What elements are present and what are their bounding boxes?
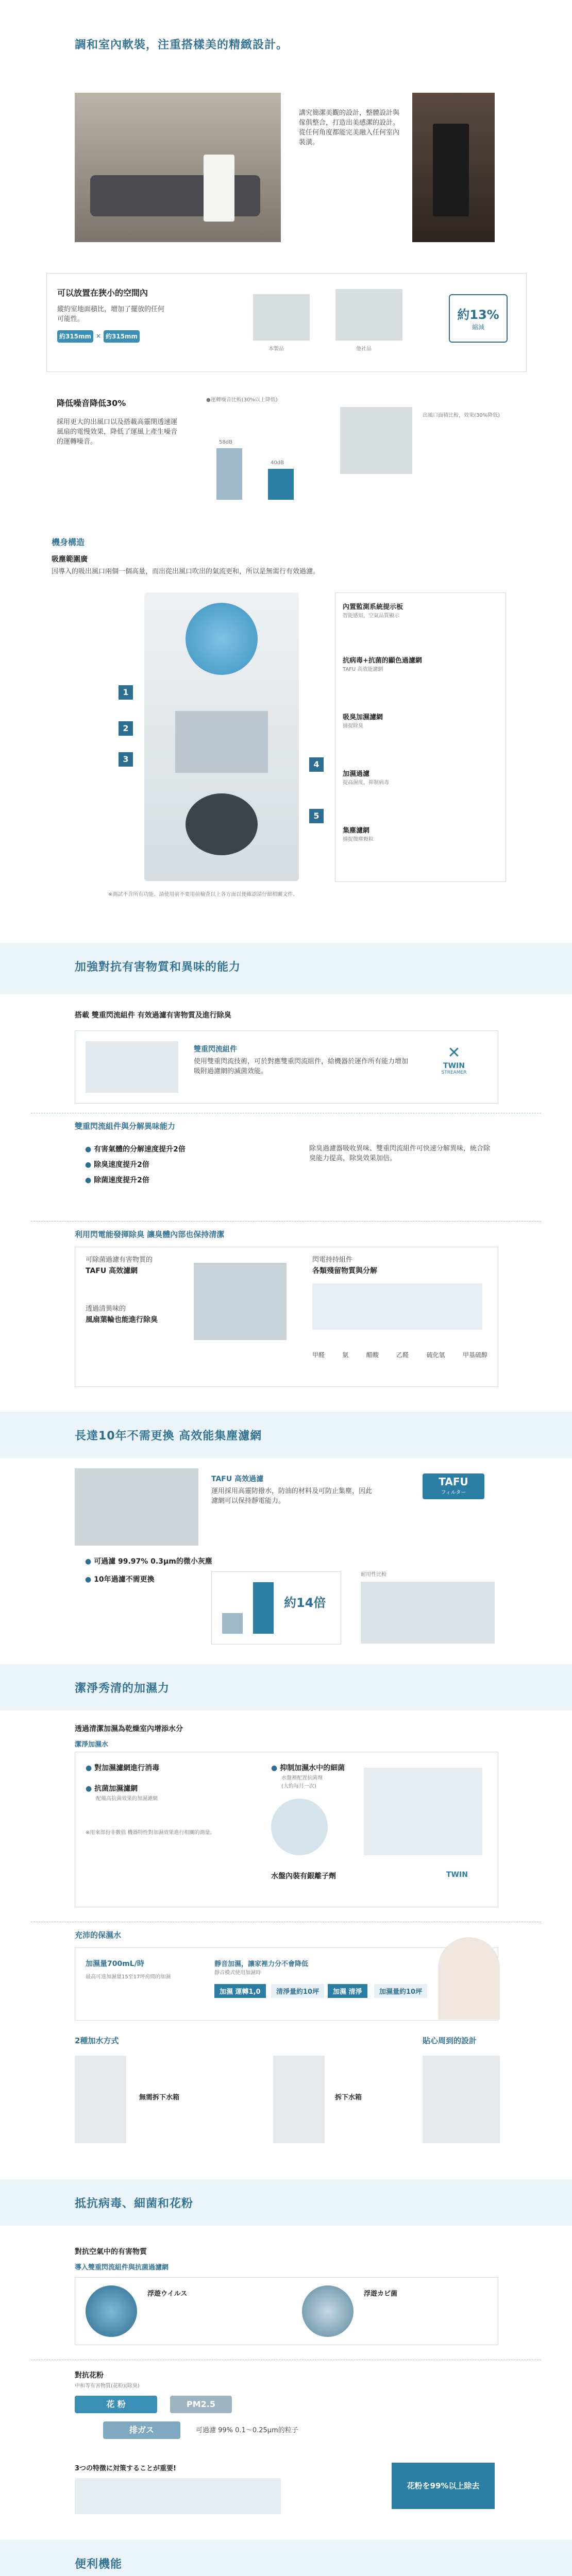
ability-sub: 搭載 雙重閃流組件 有效過濾有害物質及進行除臭 bbox=[75, 1011, 231, 1020]
structure-footnote: ※測試不含所有功能。請使用前不要用前檢查以上各方面以便確認請仔細相關文件。 bbox=[108, 892, 298, 897]
feature-text: 使用雙重閃流技術，可於對應雙重閃流組件，給機器於運作所有能力增加吸附過濾網的滅菌效能。 bbox=[194, 1058, 409, 1075]
tank-cell-3: 加濕 清淨 bbox=[328, 1984, 367, 1998]
filter-box bbox=[75, 1247, 498, 1387]
tank-mid-title: 靜音加濕，讓家裡力分不會降低 bbox=[214, 1960, 309, 1968]
virus-sub: 對抗空氣中的有害物質 bbox=[75, 2248, 147, 2256]
footprint-diagram-b bbox=[335, 289, 402, 341]
exploded-diagram bbox=[144, 592, 299, 881]
humid-bullet-3: ● 抑制加濕水中的細菌 bbox=[271, 1762, 345, 1773]
tafu-badge: TAFU フィルター bbox=[423, 1473, 484, 1499]
filter-c-title: 閃電持持組件 bbox=[312, 1256, 353, 1264]
humid-sub: 透過清潔加濕為乾燥室內增添水分 bbox=[75, 1725, 183, 1733]
ability-bullets-title: 雙重閃流組件與分解異味能力 bbox=[75, 1122, 176, 1131]
tank-left: 加濕量700mL/時 bbox=[86, 1960, 144, 1968]
filter-diagram bbox=[194, 1263, 287, 1340]
humid-bullet-2-sub: 配備高抗菌效果的加濕濾網 bbox=[96, 1796, 158, 1802]
mold-icon bbox=[302, 2285, 354, 2337]
filter-b-name: 風扇葉輪也能進行除臭 bbox=[86, 1316, 158, 1324]
humid-heading: 潔淨秀清的加濕力 bbox=[75, 1682, 170, 1695]
longlife-chart-note: 耐用性比較 bbox=[361, 1572, 386, 1578]
structure-section bbox=[0, 531, 572, 933]
longlife-bullet-2: ● 10年過濾不需更換 bbox=[85, 1574, 155, 1584]
humid-bullet-3-sub2: (大約每月一次) bbox=[281, 1784, 316, 1789]
mode-b-photo bbox=[273, 2056, 325, 2143]
hero-title: 調和室內軟裝，注重搭樣美的精緻設計。 bbox=[75, 39, 289, 52]
longlife-bullet-1: ● 可過濾 99.97% 0.3μm的微小灰塵 bbox=[85, 1556, 212, 1566]
longlife-photo bbox=[361, 1582, 495, 1643]
chart-multiplier: 約14倍 bbox=[284, 1596, 326, 1610]
tank-cell-1: 加濕 運轉1,0 bbox=[214, 1984, 266, 1998]
noise-diagram bbox=[340, 407, 412, 474]
humid-small-title: 潔淨加濕水 bbox=[75, 1741, 109, 1749]
callout-text-5: 捕捉微塵顆粒 bbox=[343, 837, 374, 842]
hero-photo-left bbox=[75, 93, 281, 242]
pollen-title: 對抗花粉 bbox=[75, 2371, 104, 2380]
filter-a-name: TAFU 高效濾網 bbox=[86, 1267, 138, 1275]
convenience-heading: 便利機能 bbox=[75, 2558, 123, 2571]
virus-sub2: 導入雙重閃流組件與抗菌過濾網 bbox=[75, 2264, 169, 2272]
humid-rot: 水盤內裝有銀離子劑 bbox=[271, 1872, 336, 1880]
pollen-chip: 花 粉 bbox=[75, 2396, 157, 2413]
noise-text: 採用更大的出風口以及搭載高靈閉透速運風扇的電慢效果，降低了運風上產生噪音的運轉噪音。 bbox=[57, 418, 178, 446]
label-a: 本製品 bbox=[268, 346, 284, 352]
virus-heading: 抵抗病毒、細菌和花粉 bbox=[75, 2197, 194, 2210]
virus-box bbox=[75, 2277, 498, 2345]
ability-bullet-1: ● 有害氣體的分解速度提升2倍 bbox=[85, 1144, 186, 1154]
noise-bar-after bbox=[268, 469, 294, 500]
pollen-sub: 中和等有害物質(花粉)(除臭) bbox=[75, 2383, 140, 2389]
humid-twin-logo: TWIN bbox=[446, 1871, 468, 1879]
odor-icon-5: 硫化氫 bbox=[426, 1351, 445, 1359]
filter-c-name: 各類殘留物質與分解 bbox=[312, 1267, 377, 1275]
odor-icon-4: 乙醛 bbox=[396, 1351, 409, 1359]
mold-label: 浮遊カビ菌 bbox=[364, 2290, 398, 2298]
chart-bar-after bbox=[253, 1582, 274, 1634]
tank-mid-sub: 靜音模式使用加濕時 bbox=[214, 1970, 261, 1976]
humid-disc bbox=[271, 1799, 328, 1855]
dim-badge-1: 約315mm bbox=[57, 330, 93, 343]
reduction-badge bbox=[449, 294, 508, 343]
reduction-value: 約13% bbox=[457, 308, 499, 322]
callout-title-3: 吸臭加濕濾網 bbox=[343, 714, 383, 721]
odor-icon-6: 甲基硫醇 bbox=[462, 1351, 487, 1359]
purifier-shape bbox=[204, 155, 234, 222]
humid-bullet-1: ● 對加濕濾網進行消毒 bbox=[86, 1762, 159, 1773]
fan-shape bbox=[186, 603, 258, 675]
structure-title: 機身構造 bbox=[52, 537, 85, 547]
motor-shape bbox=[186, 793, 258, 855]
design-title: 貼心周到的設計 bbox=[423, 2036, 477, 2045]
tafu-filter-image bbox=[75, 1468, 198, 1546]
reduction-sub: 縮減 bbox=[472, 324, 484, 331]
callout-title-4: 加濕過濾 bbox=[343, 770, 370, 778]
tank-box bbox=[75, 1947, 498, 2021]
tank-cell-4: 加濕量約10坪 bbox=[374, 1984, 427, 1998]
callout-title-2: 抗病毒+抗菌的顯色過濾網 bbox=[343, 657, 422, 665]
noise-section bbox=[0, 392, 572, 515]
woman-photo bbox=[438, 1937, 500, 2020]
chart-bar-before bbox=[222, 1613, 243, 1634]
tank-title: 充沛的保濕水 bbox=[75, 1930, 122, 1940]
ability-bullet-2: ● 除臭速度提升2倍 bbox=[85, 1159, 149, 1170]
pollen-photo-row bbox=[75, 2478, 281, 2514]
ability-heading: 加強對抗有害物質和異味的能力 bbox=[75, 961, 241, 974]
footprint-diagram-a bbox=[253, 294, 310, 341]
callout-marker-4: 4 bbox=[309, 757, 324, 772]
ability-bullet-3: ● 除菌速度提升2倍 bbox=[85, 1175, 149, 1185]
filter-a-title: 可除菌過濾有害物質的 bbox=[86, 1256, 153, 1264]
odor-icon-row bbox=[312, 1350, 487, 1359]
callout-marker-2: 2 bbox=[119, 721, 133, 736]
chip-text: 可過濾 99% 0.1～0.25μm的粒子 bbox=[196, 2427, 298, 2434]
tank-left-sub: 最高可達加濕量15至17坪房間的加濕 bbox=[86, 1974, 171, 1980]
hero-photo-right bbox=[412, 93, 495, 242]
tafu-text: 運用採用高靈防撥水，防油的材料及可防止集塵，因此濾網可以保持靜電能力。 bbox=[211, 1487, 373, 1505]
callout-text-1: 智能感知，空氣品質顯示 bbox=[343, 613, 399, 619]
pollen-q: 3つの特徴に対策することが重要! bbox=[75, 2465, 176, 2472]
noise-caption: 出風口面積比較，效果(30%降低) bbox=[423, 413, 500, 418]
filter-title: 利用閃電能發揮除臭 讓臭體內部也保持清潔 bbox=[75, 1230, 225, 1239]
twin-streamer-logo: ✕ TWIN STREAMER bbox=[441, 1044, 467, 1075]
filter-c-diagram bbox=[312, 1283, 482, 1330]
callout-title-1: 內置監測系統提示板 bbox=[343, 603, 403, 611]
odor-icon-1: 甲醛 bbox=[312, 1351, 325, 1359]
filter-divider bbox=[31, 1221, 541, 1222]
humid-bullet-2: ● 抗菌加濕濾網 bbox=[86, 1783, 138, 1793]
ability-right-text: 除臭過濾器吸收異味、雙重閃流組件可快速分解異味，統合除臭能力提高，除臭效果加倍。 bbox=[309, 1145, 491, 1162]
label-b: 他社品 bbox=[356, 346, 372, 352]
humid-bullet-3-sub: 水盤裡配置抗菌劑 bbox=[281, 1775, 323, 1781]
callout-text-2: TAFU 高效能濾網 bbox=[343, 667, 383, 672]
ability-feature-box bbox=[75, 1030, 498, 1104]
callout-text-3: 捕捉除臭 bbox=[343, 723, 363, 729]
tank-cell-2: 清淨量約10坪 bbox=[271, 1984, 324, 1998]
humid-note: ※用來部份非數值 機器特性對加濕效果進行相關的測量。 bbox=[86, 1830, 215, 1836]
longlife-heading: 長達10年不需更換 高效能集塵濾網 bbox=[75, 1430, 262, 1443]
pollen-badge: 花粉を99%以上除去 bbox=[392, 2463, 495, 2509]
filter-shape bbox=[175, 711, 268, 773]
dark-purifier-shape bbox=[433, 124, 469, 216]
structure-subtitle: 吸塵範圍廣 bbox=[52, 555, 88, 564]
structure-text: 因導入的吸出風口兩個一個高量，而出從出風口吹出的氣流更和，所以是無需行有效過濾。 bbox=[52, 568, 320, 575]
hero-section bbox=[0, 93, 572, 242]
streamer-image bbox=[86, 1041, 178, 1093]
mode-a: 無需拆下水箱 bbox=[139, 2094, 180, 2102]
exhaust-chip: 排ガス bbox=[103, 2421, 180, 2439]
noise-bar-before bbox=[216, 448, 242, 500]
odor-icon-2: 氨 bbox=[342, 1351, 349, 1359]
longlife-chart bbox=[211, 1571, 341, 1645]
callout-text-4: 提高濕度，抑制病毒 bbox=[343, 780, 389, 786]
callout-marker-1: 1 bbox=[119, 685, 133, 700]
virus-icon bbox=[86, 2285, 137, 2337]
humid-box bbox=[75, 1752, 498, 1907]
design-photo bbox=[423, 2056, 500, 2143]
odor-icon-3: 醋酸 bbox=[366, 1351, 379, 1359]
humid-image bbox=[364, 1768, 482, 1855]
callout-title-5: 集塵濾網 bbox=[343, 827, 370, 835]
hero-side-text: 講究簡潔美觀的設計，整體設計與傢俱整合，打造出美感潔的設計。從任何角度都能完美融入任何室內裝潢。 bbox=[299, 109, 400, 146]
callout-list bbox=[335, 592, 506, 882]
feature-title: 雙重閃流組件 bbox=[194, 1045, 237, 1054]
footprint-title: 可以放置在狹小的空間內 bbox=[57, 288, 148, 298]
filter-b-title: 透過清異味的 bbox=[86, 1305, 126, 1313]
noise-bar-label-1: 58dB bbox=[219, 439, 232, 445]
mode-a-photo bbox=[75, 2056, 126, 2143]
noise-title: 降低噪音降低30% bbox=[57, 398, 126, 408]
footprint-box: 可以放置在狹小的空間內 縱約室地面積比，增加了擺放的任何可能性。 約315mm × 約315mm 本製品 他社品 約13% 縮減 bbox=[46, 273, 527, 372]
callout-marker-5: 5 bbox=[309, 809, 324, 823]
mode-b: 拆下水箱 bbox=[335, 2094, 362, 2102]
noise-chart-title: ●運轉噪音比較(30%以上降低) bbox=[206, 397, 278, 403]
noise-bar-label-2: 40dB bbox=[271, 460, 284, 466]
sofa-shape bbox=[90, 175, 260, 216]
mode-title: 2種加水方式 bbox=[75, 2036, 119, 2045]
virus-label: 浮遊ウイルス bbox=[147, 2290, 188, 2298]
tafu-title: TAFU 高效過濾 bbox=[211, 1475, 264, 1483]
pm25-chip: PM2.5 bbox=[170, 2396, 232, 2413]
callout-marker-3: 3 bbox=[119, 752, 133, 767]
dim-badge-2: 約315mm bbox=[104, 330, 140, 343]
footprint-text: 縱約室地面積比，增加了擺放的任何可能性。 bbox=[57, 306, 165, 323]
